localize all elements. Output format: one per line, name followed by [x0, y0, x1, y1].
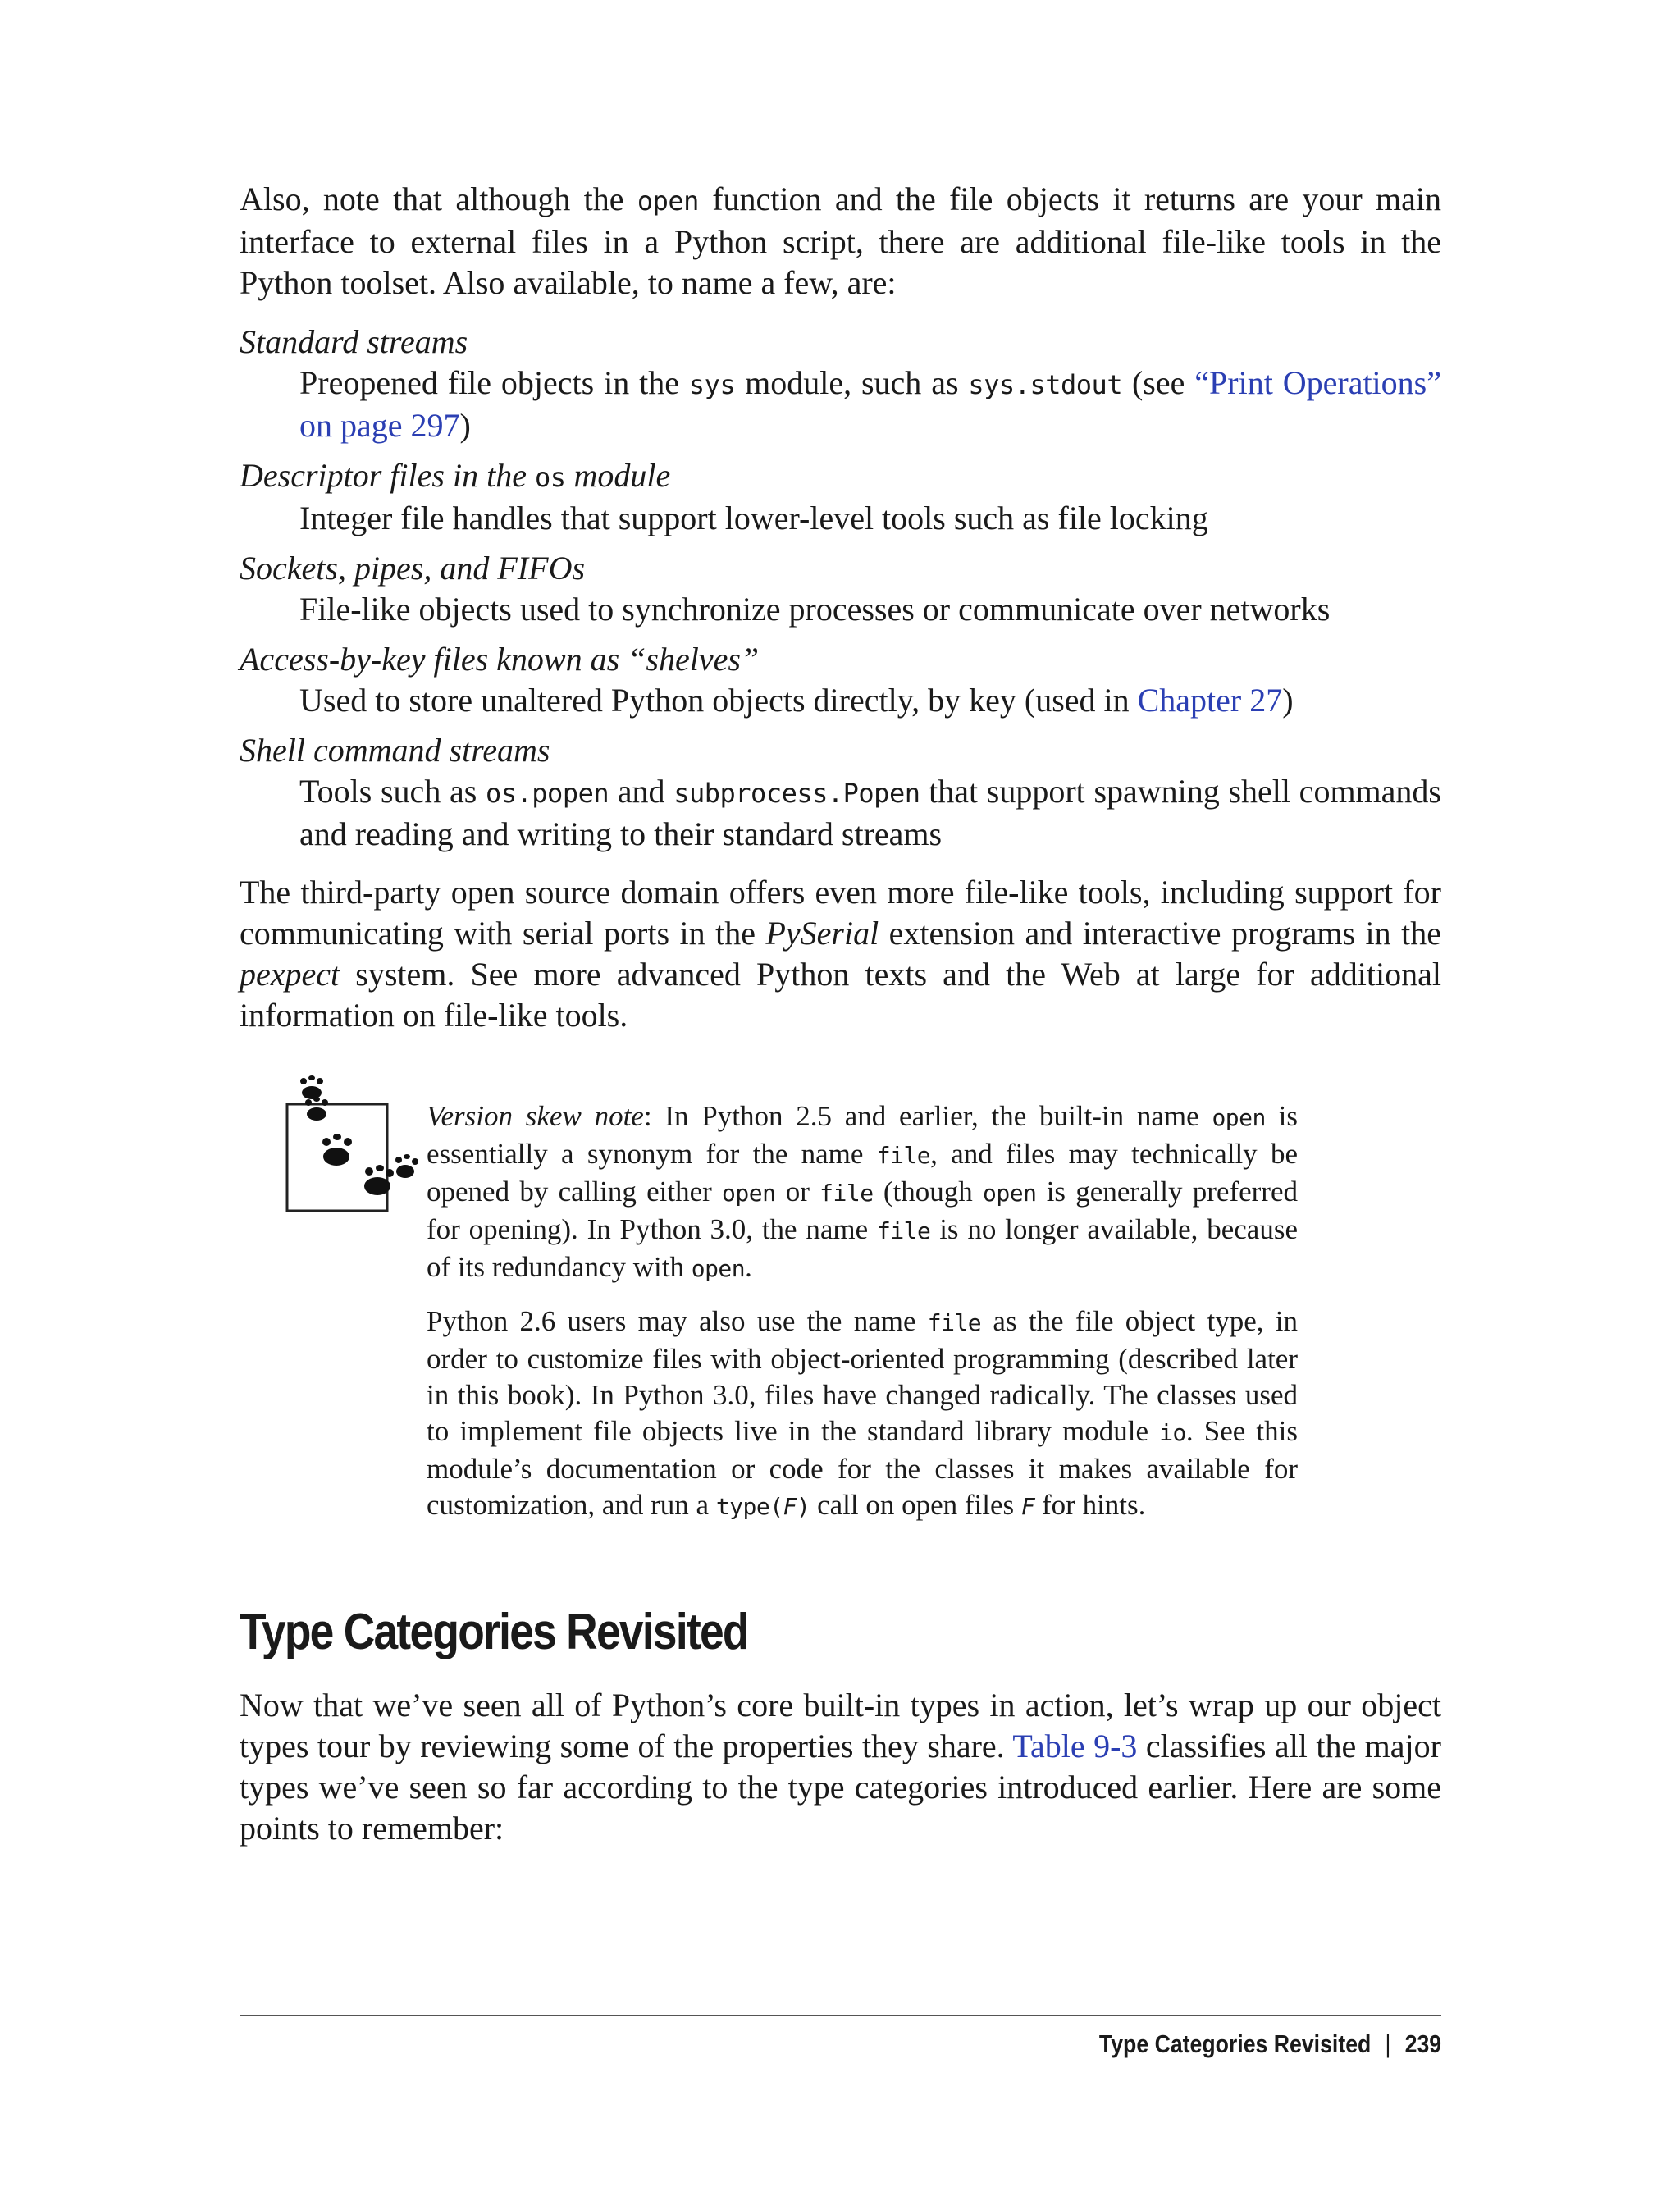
section-paragraph [240, 1685, 1441, 1849]
definition-list [240, 322, 1441, 855]
version-skew-note [427, 1098, 1298, 1525]
inline-code: F [783, 1493, 797, 1520]
term-shelves: Access-by-key files known as “shelves” [240, 641, 760, 678]
text-run: module, such as [735, 364, 969, 401]
inline-code: subprocess.Popen [673, 778, 920, 809]
intro-paragraph [240, 179, 1441, 304]
desc-standard-streams [240, 363, 1441, 446]
text-run: Used to store unaltered Python objects directly, by key (used in [299, 682, 1138, 719]
inline-code: os.popen [485, 778, 609, 809]
desc-shell-streams [240, 771, 1441, 855]
desc-sockets: File-like objects used to synchronize processes or communicate over networks [299, 591, 1331, 628]
term-sockets: Sockets, pipes, and FIFOs [240, 550, 586, 587]
text-run: function and the file objects it returns are your main interface to external files in a Python script, there are additional file-like tools in the Python toolset. Also available, to name a few, are: [240, 180, 1442, 301]
note-paragraph-1 [427, 1098, 1298, 1287]
term-shell-streams: Shell command streams [240, 732, 550, 769]
text-run: extension and interactive programs in the [879, 915, 1441, 952]
inline-code: io [1159, 1419, 1186, 1446]
text-run: is essentially a synonym for the name [427, 1100, 1299, 1170]
text-run: Descriptor files in the [240, 457, 535, 494]
footer-rule [240, 2015, 1441, 2016]
inline-code: F [1020, 1493, 1035, 1520]
inline-code: file [876, 1142, 931, 1169]
text-run: classifies all the major types we’ve seen so far according to the type categories introduced earlier. Here are some points to remember: [240, 1728, 1441, 1847]
inline-code: open [1212, 1104, 1266, 1131]
text-run: (though [873, 1176, 983, 1208]
note-lead: Version skew note [427, 1100, 644, 1132]
text-run: for hints. [1034, 1489, 1146, 1521]
inline-code: file [819, 1180, 874, 1207]
text-run: , and files may technically be opened by calling either [427, 1138, 1298, 1208]
page-footer [1099, 2026, 1441, 2062]
link-print-operations[interactable]: “Print Operations” on page 297 [299, 364, 1441, 444]
note-paragraph-2 [427, 1303, 1298, 1525]
emphasis: pexpect [240, 956, 340, 993]
inline-code: file [876, 1217, 931, 1244]
inline-code: open [722, 1180, 776, 1207]
text-run: : In Python 2.5 and earlier, the built-in name [643, 1100, 1212, 1132]
inline-code: open [691, 1255, 746, 1282]
inline-code: open [637, 185, 699, 217]
text-run: and [609, 773, 674, 810]
section-heading: Type Categories Revisited [240, 1604, 748, 1660]
text-run: or [775, 1176, 820, 1208]
desc-descriptor-files: Integer file handles that support lower-level tools such as file locking [299, 500, 1208, 536]
term-standard-streams: Standard streams [240, 323, 468, 360]
footer-separator: | [1385, 2029, 1391, 2058]
third-party-paragraph [240, 872, 1441, 1036]
term-descriptor-files [240, 455, 1441, 498]
emphasis: PySerial [765, 915, 879, 952]
inline-code: type( [715, 1493, 783, 1520]
text-run: is generally preferred for opening). In Python 3.0, the name [427, 1176, 1298, 1245]
text-run: ) [459, 407, 471, 444]
text-run: Now that we’ve seen all of Python’s core built-in types in action, let’s wrap up our object types tour by reviewing some of the properties they share. [240, 1687, 1441, 1764]
text-run: ) [1282, 682, 1294, 719]
text-run: is no longer available, because of its redundancy with [427, 1213, 1298, 1283]
text-run: The third-party open source domain offers even more file-like tools, including support for communicating with serial ports in the [240, 874, 1441, 952]
inline-code: open [983, 1180, 1037, 1207]
desc-shelves [240, 680, 1441, 721]
tracks-icon [284, 1075, 431, 1222]
text-run: . See this module’s documentation or code for the classes it makes available for customization, and run a [427, 1415, 1298, 1521]
inline-code: sys.stdout [968, 369, 1123, 400]
page-number: 239 [1404, 2029, 1441, 2058]
text-run: (see [1122, 364, 1195, 401]
text-run: Tools such as [299, 773, 486, 810]
inline-code: ) [796, 1493, 810, 1520]
running-title: Type Categories Revisited [1098, 2029, 1372, 2058]
inline-code: file [927, 1309, 982, 1336]
text-run: call on open files [810, 1489, 1021, 1521]
text-run: Preopened file objects in the [299, 364, 689, 401]
text-run: Python 2.6 users may also use the name [427, 1305, 928, 1337]
link-table-9-3[interactable]: Table 9-3 [1012, 1728, 1138, 1764]
text-run: Also, note that although the [240, 180, 637, 217]
text-run: . [745, 1251, 752, 1283]
text-run: as the file object type, in order to customize files with object-oriented programming (described later in this book). In Python 3.0, files have changed radically. The classes used to implement file objects live in the standard library module [427, 1305, 1298, 1447]
text-run: module [565, 457, 671, 494]
inline-code: os [534, 462, 566, 493]
link-chapter-27[interactable]: Chapter 27 [1137, 682, 1283, 719]
text-run: system. See more advanced Python texts and the Web at large for additional information on file-like tools. [240, 956, 1441, 1034]
inline-code: sys [688, 369, 736, 400]
text-run: that support spawning shell commands and reading and writing to their standard streams [299, 773, 1441, 852]
